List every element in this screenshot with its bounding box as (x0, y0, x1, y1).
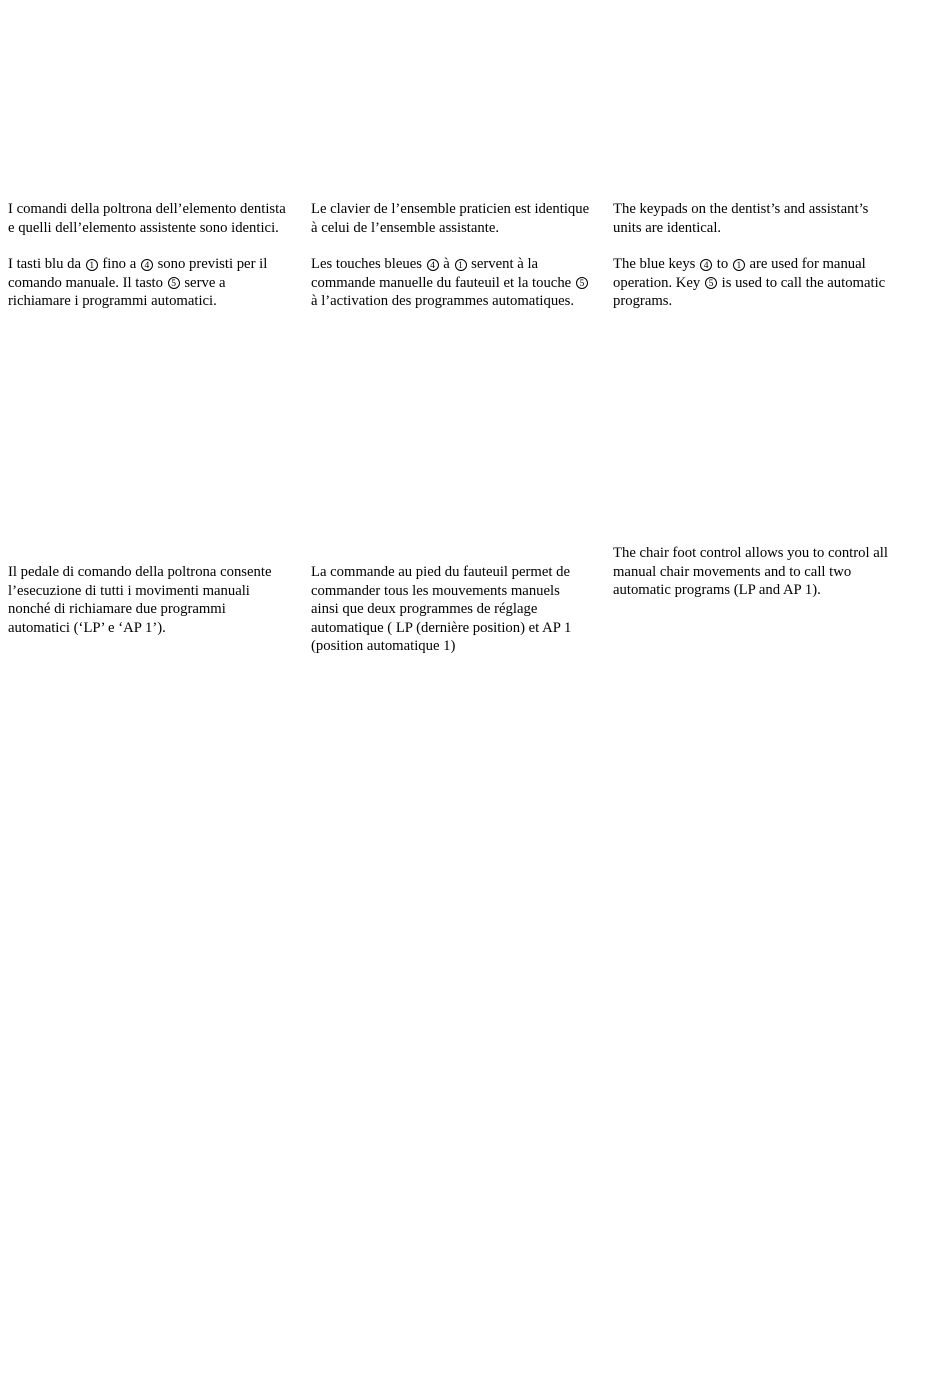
key-circle-icon: 1 (733, 259, 745, 271)
italian-top-text-block (8, 200, 288, 311)
french-foot-control-paragraph: La commande au pied du fauteuil permet de commander tous les mouvements manuels ainsi que deux programmes de réglage automatique ( LP (dernière position) et AP 1 (position automatique 1) (311, 564, 572, 655)
english-top-text-block (613, 200, 893, 311)
english-p2-part4: is used to call the automatic programs. (613, 274, 886, 310)
key-circle-icon: 4 (141, 259, 153, 271)
italian-paragraph-1: I comandi della poltrona dell’elemento dentista e quelli dell’elemento assistente sono identici. (8, 201, 286, 236)
french-paragraph-2 (311, 255, 591, 311)
english-p2-part1: The blue keys (613, 256, 696, 273)
french-p2-part3: servent à la commande manuelle du fauteuil et la touche (311, 256, 572, 291)
english-bottom-text-block (613, 544, 893, 600)
english-p2-part2: to (716, 256, 729, 273)
key-circle-icon: 5 (576, 277, 588, 289)
key-circle-icon: 5 (168, 277, 180, 289)
key-circle-icon: 4 (700, 259, 712, 271)
italian-p2-part1: I tasti blu da (8, 256, 82, 273)
french-p2-part1: Les touches bleues (311, 256, 422, 273)
french-top-text-block (311, 200, 591, 311)
italian-foot-control-paragraph: Il pedale di comando della poltrona consente l’esecuzione di tutti i movimenti manuali nonché di richiamare due programmi automatici (‘LP’ e ‘AP 1’). (8, 564, 272, 636)
key-circle-icon: 5 (705, 277, 717, 289)
french-bottom-text-block (311, 563, 591, 656)
key-circle-icon: 4 (427, 259, 439, 271)
english-paragraph-2 (613, 255, 893, 311)
italian-bottom-text-block (8, 563, 288, 637)
italian-paragraph-2 (8, 255, 288, 311)
key-circle-icon: 1 (455, 259, 467, 271)
french-paragraph-1: Le clavier de l’ensemble praticien est identique à celui de l’ensemble assistante. (311, 201, 590, 236)
french-p2-part2: à (443, 256, 450, 273)
english-paragraph-1: The keypads on the dentist’s and assistant’s units are identical. (613, 201, 869, 236)
italian-p2-part3: sono previsti per il comando manuale. Il tasto (8, 256, 268, 291)
french-p2-part4: à l’activation des programmes automatiques. (311, 293, 575, 310)
english-p2-part3: are used for manual operation. Key (613, 256, 866, 291)
key-circle-icon: 1 (86, 259, 98, 271)
english-foot-control-paragraph: The chair foot control allows you to control all manual chair movements and to call two automatic programs (LP and AP 1). (613, 545, 888, 599)
italian-p2-part4: serve a richiamare i programmi automatici. (8, 274, 226, 310)
italian-p2-part2: fino a (102, 256, 137, 273)
